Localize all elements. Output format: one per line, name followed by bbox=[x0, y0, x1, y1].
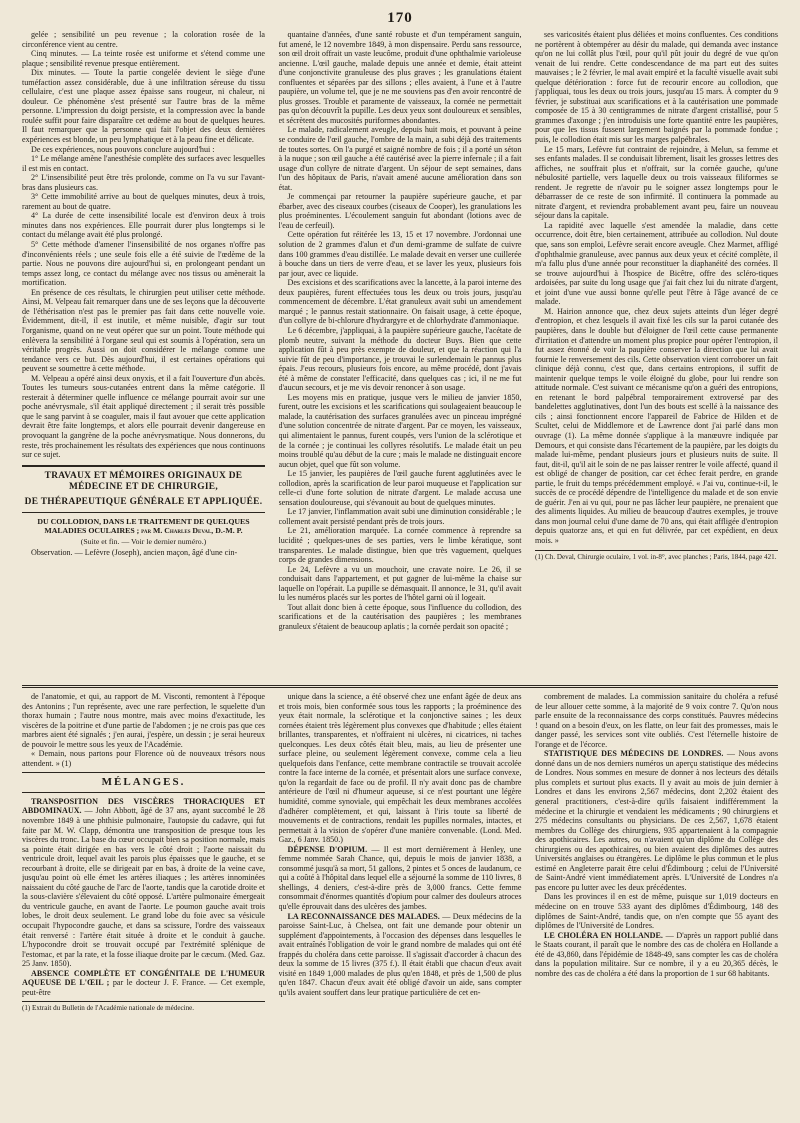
paragraph: De ces expériences, nous pouvons conclure aujourd'hui : bbox=[31, 144, 215, 154]
top-column-1 bbox=[22, 30, 265, 682]
paragraph: Dans les provinces il en est de même, puisque sur 1,019 docteurs en médecine on en trouve 533 ayant des diplômes d'Édimbourg, 148 des diplômes de Saint-André, tandis que, on n'en compte que 55 ayant des diplômes de l'Université de Londres. bbox=[535, 892, 778, 931]
paragraph: Le 21, amélioration marquée. La cornée commence à reprendre sa lucidité ; quelques-unes de ses parties, vers le limbe kératique, sont transparentes. Le malade distingue, bien que très vaguement, quelques corps de grandes dimensions. bbox=[278, 526, 522, 565]
article-heading: DÉPENSE D'OPIUM. bbox=[287, 844, 368, 854]
section-title-melanges: MÉLANGES. bbox=[101, 776, 186, 789]
paragraph: Observation. — Lefèvre (Joseph), ancien maçon, âgé d'une cin- bbox=[31, 547, 238, 557]
paragraph: Cinq minutes. — La teinte rosée est uniforme et s'étend comme une plaque ; sensibilité revenue presque entièrement. bbox=[22, 49, 265, 68]
article-heading: LA RECONNAISSANCE DES MALADES. bbox=[287, 911, 440, 921]
article-heading: TRANSPOSITION DES VISCÈRES THORACIQUES ET ABDOMINAUX. bbox=[22, 796, 265, 816]
paragraph: gelée ; sensibilité un peu revenue ; la coloration rosée de la circonférence vient au centre. bbox=[22, 30, 265, 49]
paragraph: Le malade, radicalement aveugle, depuis huit mois, et pouvant à peine se conduire de l'œil gauche, l'ombre de la main, a subi déjà des traitements de toutes sortes. On l'a purgé et saigné nombre de fois ; il a porté un séton à la nuque ; son œil gauche a été cautérisé avec la pierre infernale ; il a fait usage d'un collyre de nitrate d'argent. Un séjour de sept semaines, dans l'un des hôpitaux de Paris, n'avait amené aucune amélioration dans son état. bbox=[278, 125, 522, 192]
paragraph: « Demain, nous partons pour Florence où de nouveaux trésors nous attendent. » (1) bbox=[22, 749, 265, 768]
horizontal-divider bbox=[22, 685, 778, 688]
bottom-column-3 bbox=[535, 692, 778, 1095]
article-text: — Deux médecins de la paroisse Saint-Luc, à Chelsea, ont fait une demande pour obtenir un supplément d'appointements, à l'occasion des dépenses dans lesquelles le avait entraînés l'obligation de voir le grand nombre de malades qui ont été frappés du choléra dans cette paroisse. Il s'agissait d'accorder à chacun des deux la somme de 15 livres (375 f.). Il était établi que chacun d'eux avait visité en 1849 1,000 malades de plus qu'en 1848, et près de 1,500 de plus qu'en 1847. Chacun d'eux avait été obligé d'avoir un aide, sans compter qu'ils avaient souffert dans leur pratique particulière de cet en- bbox=[278, 911, 522, 997]
paragraph: 3° Cette immobilité arrive au bout de quelques minutes, deux à trois, rarement au bout de quatre. bbox=[22, 192, 265, 211]
article-text: — Il est mort dernièrement à Henley, une femme nommée Sarah Chance, qui, depuis le mois de janvier 1838, a consommé jusqu'à sa mort, 51 gallons, 2 pintes et 5 onces de laudanum, ce qui a coûté à l'hôpital dans lequel elle a séjourné la somme de 110 livres, 8 shellings, 4 deniers, c'est-à-dire près de 3,000 francs. Cette femme consommait d'énormes quantités d'opium pour calmer des douleurs atroces qu'elle éprouvait dans des ulcères des jambes. bbox=[278, 844, 522, 912]
article-statistique bbox=[535, 749, 778, 892]
top-column-2 bbox=[279, 30, 522, 682]
paragraph: unique dans la science, a été observé chez une enfant âgée de deux ans et trois mois, bien conformée sous tous les rapports ; la proéminence des yeux était normale, la sclérotique et la conjonctive saines ; les deux cornées étaient très légèrement plus convexes que d'habitude ; elles étaient brillantes, transparentes, et n'offraient ni ulcères, ni cicatrices, ni taches quelconques. Les deux côtés était bleu, mais, au lieu de présenter une surface pleine, ou seulement légèrement convexe, comme cela a lieu quelquefois dans l'enfance, cette membrane contractile se trouvait accolée contre la face interne de la cornée, et présentait alors une surface convexe, qu'on la regardait de face ou de profil. Il n'y avait donc pas de chambre antérieure de l'œil ni d'humeur aqueuse, si ce n'est pourtant une légère humidité, comme synoviale, qui empêchait les deux membranes accolées d'adhérer complètement, et qui, laissant à l'iris toute sa liberté de mouvements et de contractions, rendait les pupilles normales, intactes, et permettait à la vision de s'opérer d'une manière convenable. (Lond. Med. Gaz., 6 Janv. 1850.) bbox=[278, 692, 522, 845]
article-cholera bbox=[535, 931, 778, 979]
article-opium bbox=[279, 845, 522, 912]
article-transposition bbox=[22, 797, 265, 969]
bottom-column-1 bbox=[22, 692, 265, 1095]
section-title: TRAVAUX ET MÉMOIRES ORIGINAUX DE MÉDECINE ET DE CHIRURGIE, bbox=[44, 470, 243, 492]
paragraph: Les moyens mis en pratique, jusque vers le milieu de janvier 1850, furent, outre les excisions et les scarifications qui soulageaient beaucoup le malade, la cautérisation des surfaces granulées avec un pinceau imprégné d'une solution concentrée de nitrate d'argent. Par ce moyen, les vaisseaux, qui alimentaient le pannus, furent coupés, vers l'union de la sclérotique et de la cornée ; je continuai les collyres résolutifs. Le malade était un peu moins troublé qu'au début de la cure ; mais le malade ne distinguait encore aucun objet, quel que fût son volume. bbox=[278, 392, 522, 469]
section-subtitle: DE THÉRAPEUTIQUE GÉNÉRALE ET APPLIQUÉE. bbox=[24, 496, 263, 507]
section-divider bbox=[22, 465, 265, 467]
article-continuation-note: (Suite et fin. — Voir le dernier numéro.) bbox=[80, 536, 207, 546]
divider bbox=[22, 512, 265, 513]
paragraph: Cette opération fut réitérée les 13, 15 et 17 novembre. J'ordonnai une solution de 2 grammes d'alun et d'un demi-gramme de sulfate de cuivre dans 100 grammes d'eau distillée. Le malade devait en verser une cuillerée à bouche dans un tiers de verre d'eau, et se laver les yeux, plusieurs fois par jour, avec ce liquide. bbox=[278, 230, 522, 278]
paragraph: Le 17 janvier, l'inflammation avait subi une diminution considérable ; le collement avait persisté pendant près de trois jours. bbox=[278, 507, 522, 526]
article-text: — John Abbott, âgé de 37 ans, ayant succombé le 28 novembre 1849 à une phthisie pulmonaire, l'autopsie du cadavre, qui fut faite par M. W. Clapp, démontra une transposition de presque tous les viscères du tronc. La base du cœur occupait bien sa position normale, mais sa pointe était dirigée en bas vers le côté droit ; l'aorte naissait du ventricule droit, lequel avait les parois plus épaisses que le gauche, et se recourbant à droite, elle se dirigeait par en bas, à droite de la veine cave, jusqu'au point où elle émet les artères iliaques ; les artères innominées naissaient du côté gauche de l'arc de l'aorte, tandis que la carotide droite et la sous-clavière s'élevaient du côté opposé. L'artère pulmonaire émergeait du ventricule gauche, en avant de l'aorte. Le poumon gauche avait trois lobes, le droit deux seulement. Le grand lobe du foie avec sa vésicule occupait l'hypocondre gauche, et dans sa scissure, l'ordre des vaisseaux était renversé : l'artère était située à droite et le conduit à gauche. L'hypocondre droit se trouvait occupé par l'extrémité splénique de l'estomac, et par la rate, et la fosse iliaque droite par le cæcum. (Med. Gaz. 25 Janv. 1850). bbox=[22, 806, 265, 969]
article-text: — D'après un rapport publié dans le Staats courant, il paraît que le nombre des cas de choléra en Hollande a été de 43,860, dans l'épidémie de 1848-49, sans compter les cas de choléra dans la population militaire. Sur ce nombre, il y a eu 20,365 décès, le nombre des cas de choléra a été dans la proportion de 1 sur 68 habitants. bbox=[535, 930, 778, 978]
paragraph: de l'anatomie, et qui, au rapport de M. Visconti, remontent à l'époque des Antonins ; l'un représente, avec une rare perfection, le squelette d'un thorax humain ; l'autre nous montre, mais avec moins d'exactitude, les viscères de la poitrine et d'une partie de l'abdomen ; je ne crois pas que ces marbres aient été signalés ; j'en aurai, j'espère, un dessin ; je serai heureux de pouvoir le mettre sous les yeux de l'Académie. bbox=[22, 692, 265, 749]
paragraph: 5° Cette méthode d'amener l'insensibilité de nos organes n'offre pas d'inconvénients réels ; une seule fois elle a été suivie de l'œdème de la partie. Nous ne pouvons dire aujourd'hui si, en prolongeant pendant un temps assez long, ce contact du mélange avec nos tissus ou amènerait la mortification. bbox=[22, 240, 265, 288]
paragraph: Le 24, Lefèvre a vu un mouchoir, une cravate noire. Le 26, il se conduisait dans l'appartement, et put gagner de lui-même la chaise sur laquelle on l'opérait. La pupille se démasquait. Il annonce, le 31, qu'il avait lu les numéros placés sur les portes de l'hôtel garni où il logeait. bbox=[278, 564, 522, 603]
article-title: DU COLLODION, DANS LE TRAITEMENT DE QUELQUES MALADIES OCULAIRES ; par M. Charles Deval, D.-M. P. bbox=[37, 516, 250, 535]
article-absence bbox=[22, 969, 265, 998]
paragraph: La rapidité avec laquelle s'est amendée la maladie, dans cette occurrence, doit être, bien certainement, attribuée au collodion. Nul doute que, sans son emploi, Lefèvre serait encore aveugle. Chez Marmet, affligé d'ophthalmie granuleuse, avec pannus aux deux yeux et cécité complète, il m'a fallu plus d'une année pour reconstituer la diaphanéité des cornées. Il se trouve aujourd'hui à l'hospice de Bicêtre, offre des scléro-tiques ardoisées, par suite du long usage que j'ai fait chez lui du nitrate d'argent, et joint d'une vue aussi bonne qu'elle peut l'être à l'âge avancé de ce malade. bbox=[535, 220, 778, 307]
article-heading: STATISTIQUE DES MÉDECINS DE LONDRES. bbox=[544, 749, 724, 759]
paragraph: Le 6 décembre, j'appliquai, à la paupière supérieure gauche, l'acétate de plomb neutre, suivant la méthode du docteur Buys. Bien que cette application fût à peu près exempte de douleur, et que la réaction qui l'a suivie fût de peu d'importance, je trouvai le surlendemain le pannus plus épais. J'eus recours, plusieurs fois encore, au même procédé, dont j'avais été à même de constater l'efficacité, dans quelques cas ; ici, il ne me fut d'aucun secours, et je me vis devoir renoncer à son usage. bbox=[278, 325, 522, 393]
article-heading: ABSENCE COMPLÈTE ET CONGÉNITALE DE L'HUMEUR AQUEUSE DE L'ŒIL ; bbox=[22, 968, 265, 988]
paragraph: Dix minutes. — Toute la partie congelée devient le siège d'une tuméfaction assez considérable, due à une infiltration séreuse du tissu cellulaire, c'est une plaque assez épaisse sans rougeur, ni chaleur, ni douleur. Ce phénomène s'est présenté sur l'autre bras de la même personne. L'impression du doigt persiste, et la compression avec la bande roulée suffit pour faire disparaître cet œdème au bout de quelques heures. Il faut remarquer que la personne qui fait l'objet des deux dernières expériences est blonde, un peu lymphatique et à la peau fine et délicate. bbox=[22, 68, 265, 145]
divider bbox=[22, 792, 265, 793]
article-text: — Nous avons donné dans un de nos derniers numéros un aperçu statistique des médecins de Londres. Nous sommes en mesure de donner à nos lecteurs des détails plus complets et surtout plus exacts. Il y avait au mois de juin dernier à Londres et dans les environs 2,567 médecins, dont 2,202 étaient des general practitioners, c'est-à-dire qu'ils faisaient indifféremment la médecine et la chirurgie et vendaient les médicaments ; 90 chirurgiens et 275 médecins consultants ou physicians. De ces 2,567, 1,678 étaient membres du Collège des chirurgiens, 935 appartenaient à la compagnie des apothicaires. Les autres, ou n'avaient qu'un diplôme du Collège des chirurgiens ou des apothicaires, ou bien avaient des diplômes des autres Universités anglaises ou étrangères. Le diplôme le plus commun et le plus estimé en Angleterre parait être celui d'Édimbourg ; celui de l'Université de Saint-André vient immédiatement après. L'Université de Londres n'a pas encore pu lutter avec les deux précédentes. bbox=[535, 749, 778, 892]
bottom-columns bbox=[22, 692, 778, 1095]
footnote: (1) Extrait du Bulletin de l'Académie nationale de médecine. bbox=[22, 1001, 265, 1012]
journal-page bbox=[22, 10, 778, 1115]
bottom-column-2 bbox=[279, 692, 522, 1095]
paragraph: M. Hairion annonce que, chez deux sujets atteints d'un léger degré d'entropion, et chez lesquels il avait fixé les cils sur la paroi cutanée des paupières, dans le double but d'éloigner de l'œil cette cause permanente d'irritation et d'attendre un moment plus propice pour opérer l'entropion, il fut assez étonné de voir la paupière conserver la direction que lui avait fournie le renversement des cils. Cette observation vient corroborer un fait clinique déjà connu, c'est que, dans certains entropions, il suffit de maintenir quelque temps le voile éloigné du globe, pour lui rendre son attitude normale. C'est suivant ce mécanisme qu'on a guéri des entropions, en retenant le bord palpébral temporairement extroversé par des bandelettes agglutinatives, dont l'un des bouts est scellé à la naissance des cils ; ainsi fonctionnent encore l'appareil de Fabrice de Hilden et de Scultet, celui de Middlemore et de Lawrence dont j'ai parlé dans mon ouvrage (1). La même donnée s'applique à la manœuvre indiquée par Demours, et qui consiste dans l'écartement de la paupière, par les doigts du malade lui-même, pendant plusieurs jours et plusieurs nuits de suite. Il faut, dit-il, qu'il ait le soin de ne pas laisser rentrer le voile affecté, quand il est obligé de changer de position, car cet échec ferait perdre, en grande partie, le fruit du temps précédemment employé. « J'ai vu, continue-t-il, le succès de ce procédé dépendre de l'intelligence du malade et de son envie de guérir. J'en ai vu qui, pour ne pas lâcher leur paupière, ne prenaient que des aliments liquides. Au milieu de beaucoup d'autres exemples, je trouve dans mon journal celui d'une dame de 70 ans, qui était affligée d'entropion depuis quatorze ans, et qui en fut délivrée, par cet expédient, en deux mois. » bbox=[535, 306, 778, 545]
paragraph: M. Velpeau a opéré ainsi deux onyxis, et il a fait l'ouverture d'un abcès. Toutes les tumeurs sous-cutanées entrent dans la même catégorie. Il resterait à déterminer quelle influence ce mélange pourrait avoir sur une poche anévrysmale, s'il était appliqué directement ; il serait très possible que le sang parvint à se coaguler, mais il faut avouer que cette application devrait être faite longtemps, et alors elle pourrait devenir dangereuse en provoquant la gangrène de la poche anévrysmatique. Nous donnerons, du reste, très prochainement les résultats des expériences que nous continuons sur ce sujet. bbox=[22, 373, 265, 460]
paragraph: En présence de ces résultats, le chirurgien peut utiliser cette méthode. Ainsi, M. Velpeau fait remarquer dans une de ses leçons que la découverte de l'éthérisation n'est pas le premier pas fait dans cette nouvelle voie. Évidemment, dit-il, il est inutile, et même nuisible, d'agir sur tout l'organisme, quand on ne veut opérer que sur un point. Toute méthode qui enlèvera la sensibilité à l'organe seul qui est soumis à l'opération, sera un véritable progrès. Aussi on doit considérer le mélange comme une tendance vers ce but. Dès aujourd'hui, il est certaines opérations qui peuvent se soumettre à cette méthode. bbox=[22, 287, 265, 374]
top-columns bbox=[22, 30, 778, 682]
article-text: par le docteur J. F. France. — Cet exemple, peut-être bbox=[22, 978, 265, 997]
paragraph: 2° L'insensibilité peut être très prolonde, comme on l'a vu sur l'avant-bras dans plusieurs cas. bbox=[22, 173, 265, 192]
article-heading: LE CHOLÉRA EN HOLLANDE. bbox=[544, 930, 663, 940]
paragraph: ses varicosités étaient plus déliées et moins confluentes. Ces conditions ne portèrent à obtempérer au désir du malade, qui demanda avec instance qu'on ne lui collât plus l'œil, pour qu'il pût jouir du degré de vue qu'on venait de lui rendre. Cette condescendance de ma part eut des suites mauvaises ; le 2 février, le mal avait empiré et la faculté visuelle avait subi quelque détérioration : force fut de recourir encore au collodion, que j'appliquai, tous les deux ou trois jours, jusqu'au 15 mars. À compter du 9 février, je substituai aux scarifications et à la cautérisation une pommade composée de 15 à 30 centigrammes de nitrate d'argent cristallisé, pour 5 grammes d'axonge ; j'en introduisis une forte quantité entre les paupières, pour que les tissus fussent largement baignés par la pommade fondue ; puis, le collodion était mis sur les marges palpébrales. bbox=[535, 30, 778, 145]
paragraph: Le 15 mars, Lefèvre fut contraint de rejoindre, à Melun, sa femme et ses enfants malades. Il se conduisait librement, lisait les grosses lettres des affiches, ne souffrait plus et n'offrait, sur la cornée gauche, qu'une nébulosité partielle, vers laquelle deux ou trois vaisseaux filiformes se rendent. Je regrette de n'avoir pu le soigner assez longtemps pour le débarrasser de ce reste de son infirmité. Il continuera la pommade au nitrate d'argent, et reviendra probablement avant peu, faire un nouveau séjour dans la capitale. bbox=[535, 144, 778, 221]
footnote: (1) Ch. Deval, Chirurgie oculaire, 1 vol. in-8°, avec planches ; Paris, 1844, page 421. bbox=[535, 550, 778, 561]
paragraph: 1° Le mélange amène l'anesthésie complète des surfaces avec lesquelles il est mis en contact. bbox=[22, 154, 265, 173]
paragraph: Je commençai par retourner la paupière supérieure gauche, et par ébarber, avec des ciseaux courbes (ciseaux de Cooper), les granulations les plus proéminentes. L'écoulement sanguin fut abondant (lotions avec de l'eau de cerfeuil). bbox=[278, 192, 522, 230]
paragraph: 4° La durée de cette insensibilité locale est d'environ deux à trois minutes dans nos expériences. Elle pourrait durer plus longtemps si le contact du mélange avait été plus prolongé. bbox=[22, 211, 265, 240]
page-number: 170 bbox=[387, 10, 413, 26]
paragraph: combrement de malades. La commission sanitaire du choléra a refusé de leur allouer cette somme, à la majorité de 9 voix contre 7. Qu'on nous parle ensuite de la reconnaissance des corps constitués. Pauvres médecins ! quand on a besoin d'eux, on les flatte, on leur fait des promesses, mais le danger passé, les services sont vite oubliés. C'est l'éternelle histoire de l'orange et de l'écorce. bbox=[535, 692, 778, 749]
paragraph: Des excisions et des scarifications avec la lancette, à la paroi interne des deux paupières, furent effectuées tous les deux ou trois jours, jusqu'au commencement de décembre. L'état granuleux avait subi un amendement marqué ; le pannus restait stationnaire. On faisait usage, à cette époque, d'un collyre de bi-chlorure d'hydrargyre et de chlorhydrate d'ammoniaque. bbox=[278, 278, 522, 326]
paragraph: quantaine d'années, d'une santé robuste et d'un tempérament sanguin, fut amené, le 12 novembre 1849, à mon dispensaire. Perdu sans ressource, son œil droit offrait un vaste leucôme, produit d'une ophthalmie varioleuse ancienne. L'œil gauche, malade depuis une année et demie, était atteint d'une conjonctivite granuleuse des plus graves ; les granulations étaient confluentes et séparées par des sillons ; elles avaient, à l'une et à l'autre paupière, un volume tel, que je ne me souviens pas d'en avoir rencontré de plus grosses. Trouble et paramente de vaisseaux, la cornée ne permettait pas qu'on découvrît la pupille. Les deux yeux sont douloureux et sensibles, et sécrètent des mucosités puriformes abondantes. bbox=[278, 30, 522, 125]
top-column-3 bbox=[535, 30, 778, 682]
divider bbox=[22, 772, 265, 773]
paragraph: Le 15 janvier, les paupières de l'œil gauche furent agglutinées avec le collodion, après la scarification de leur paroi muqueuse et l'application sur celle-ci d'une forte solution de nitrate d'argent. Le malade accusa une sensation douloureuse, qui s'évanouit au bout de quelques minutes. bbox=[278, 469, 522, 507]
paragraph: Tout allait donc bien à cette époque, sous l'influence du collodion, des scarifications et de la cautérisation des paupières ; les membranes granuleux s'étaient de beaucoup aplatis ; la cornée perdait son opacité ; bbox=[278, 602, 522, 631]
article-reconnaissance bbox=[279, 912, 522, 998]
